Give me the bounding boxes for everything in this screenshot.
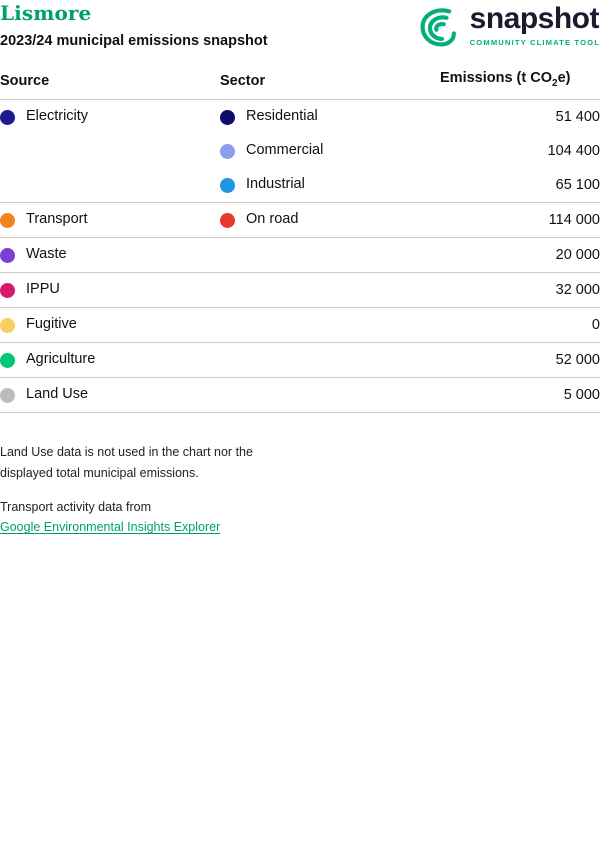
snapshot-swirl-icon <box>418 4 464 50</box>
column-header-emissions <box>440 70 600 99</box>
sector-cell <box>220 238 440 273</box>
footnote-transport <box>0 497 600 538</box>
sector-label: Industrial <box>246 176 305 193</box>
emissions-value: 51 400 <box>440 100 600 135</box>
snapshot-logo <box>418 2 600 50</box>
source-color-dot <box>0 353 15 368</box>
page-title: Lismore <box>0 1 92 25</box>
sector-cell <box>220 168 440 203</box>
emissions-value: 5 000 <box>440 378 600 413</box>
logo-text <box>470 4 600 47</box>
sector-color-dot <box>220 213 235 228</box>
footnote-landuse-line2: displayed total municipal emissions. <box>0 465 199 480</box>
sector-label: Residential <box>246 108 318 125</box>
emissions-value: 32 000 <box>440 273 600 308</box>
table-body <box>0 100 600 432</box>
table-row <box>0 308 600 343</box>
source-cell <box>0 343 220 378</box>
source-cell <box>0 308 220 343</box>
source-label: Land Use <box>26 386 89 403</box>
sector-color-dot <box>220 178 235 193</box>
sector-cell <box>220 134 440 168</box>
table-row <box>0 238 600 273</box>
source-label: Fugitive <box>26 316 77 333</box>
source-label: Agriculture <box>26 351 96 368</box>
source-color-dot <box>0 318 15 333</box>
sector-label: Commercial <box>246 142 324 159</box>
sector-cell <box>220 273 440 308</box>
table-row <box>0 134 600 168</box>
source-cell <box>0 203 220 238</box>
table-row <box>0 168 600 203</box>
source-cell <box>0 100 220 135</box>
source-label: Transport <box>26 211 88 228</box>
sector-color-dot <box>220 144 235 159</box>
source-color-dot <box>0 110 15 125</box>
sector-label: On road <box>246 211 299 228</box>
source-cell <box>0 168 220 203</box>
emissions-header-subscript: 2 <box>552 78 558 90</box>
sector-cell <box>220 308 440 343</box>
sector-color-dot <box>220 110 235 125</box>
column-header-sector: Sector <box>220 73 266 90</box>
table-row <box>0 378 600 413</box>
source-cell <box>0 273 220 308</box>
source-label: Waste <box>26 246 67 263</box>
page-header <box>0 0 600 50</box>
emissions-value: 65 100 <box>555 177 600 194</box>
footnotes <box>0 442 600 538</box>
table-header <box>0 70 600 99</box>
column-header-source: Source <box>0 73 50 90</box>
table-row <box>0 273 600 308</box>
source-cell <box>0 134 220 168</box>
source-label: Electricity <box>26 108 89 125</box>
source-cell <box>0 238 220 273</box>
sector-cell <box>220 100 440 135</box>
emissions-value: 52 000 <box>440 343 600 378</box>
source-cell <box>0 378 220 413</box>
sector-cell <box>220 378 440 413</box>
sector-cell <box>220 343 440 378</box>
source-color-dot <box>0 283 15 298</box>
emissions-table <box>0 70 600 431</box>
emissions-value: 20 000 <box>440 238 600 273</box>
logo-wordmark: snapshot <box>469 2 600 35</box>
google-eie-link[interactable]: Google Environmental Insights Explorer <box>0 520 221 535</box>
table-row <box>0 203 600 238</box>
logo-tagline: COMMUNITY CLIMATE TOOL <box>469 38 600 47</box>
source-color-dot <box>0 388 15 403</box>
emissions-header-suffix: e) <box>557 70 571 87</box>
source-color-dot <box>0 248 15 263</box>
footnote-landuse-line1: Land Use data is not used in the chart nor the <box>0 445 253 460</box>
source-color-dot <box>0 213 15 228</box>
sector-cell <box>220 203 440 238</box>
page-subtitle: 2023/24 municipal emissions snapshot <box>0 33 268 49</box>
emissions-header-text: Emissions (t CO <box>440 70 552 87</box>
table-bottom-divider <box>0 413 600 432</box>
emissions-value: 104 400 <box>547 143 600 160</box>
emissions-value: 114 000 <box>440 203 600 238</box>
footnote-transport-line1: Transport activity data from <box>0 499 151 514</box>
header-text-block <box>0 2 268 50</box>
source-label: IPPU <box>26 281 60 298</box>
emissions-value: 0 <box>440 308 600 343</box>
table-row <box>0 100 600 135</box>
table-row <box>0 343 600 378</box>
